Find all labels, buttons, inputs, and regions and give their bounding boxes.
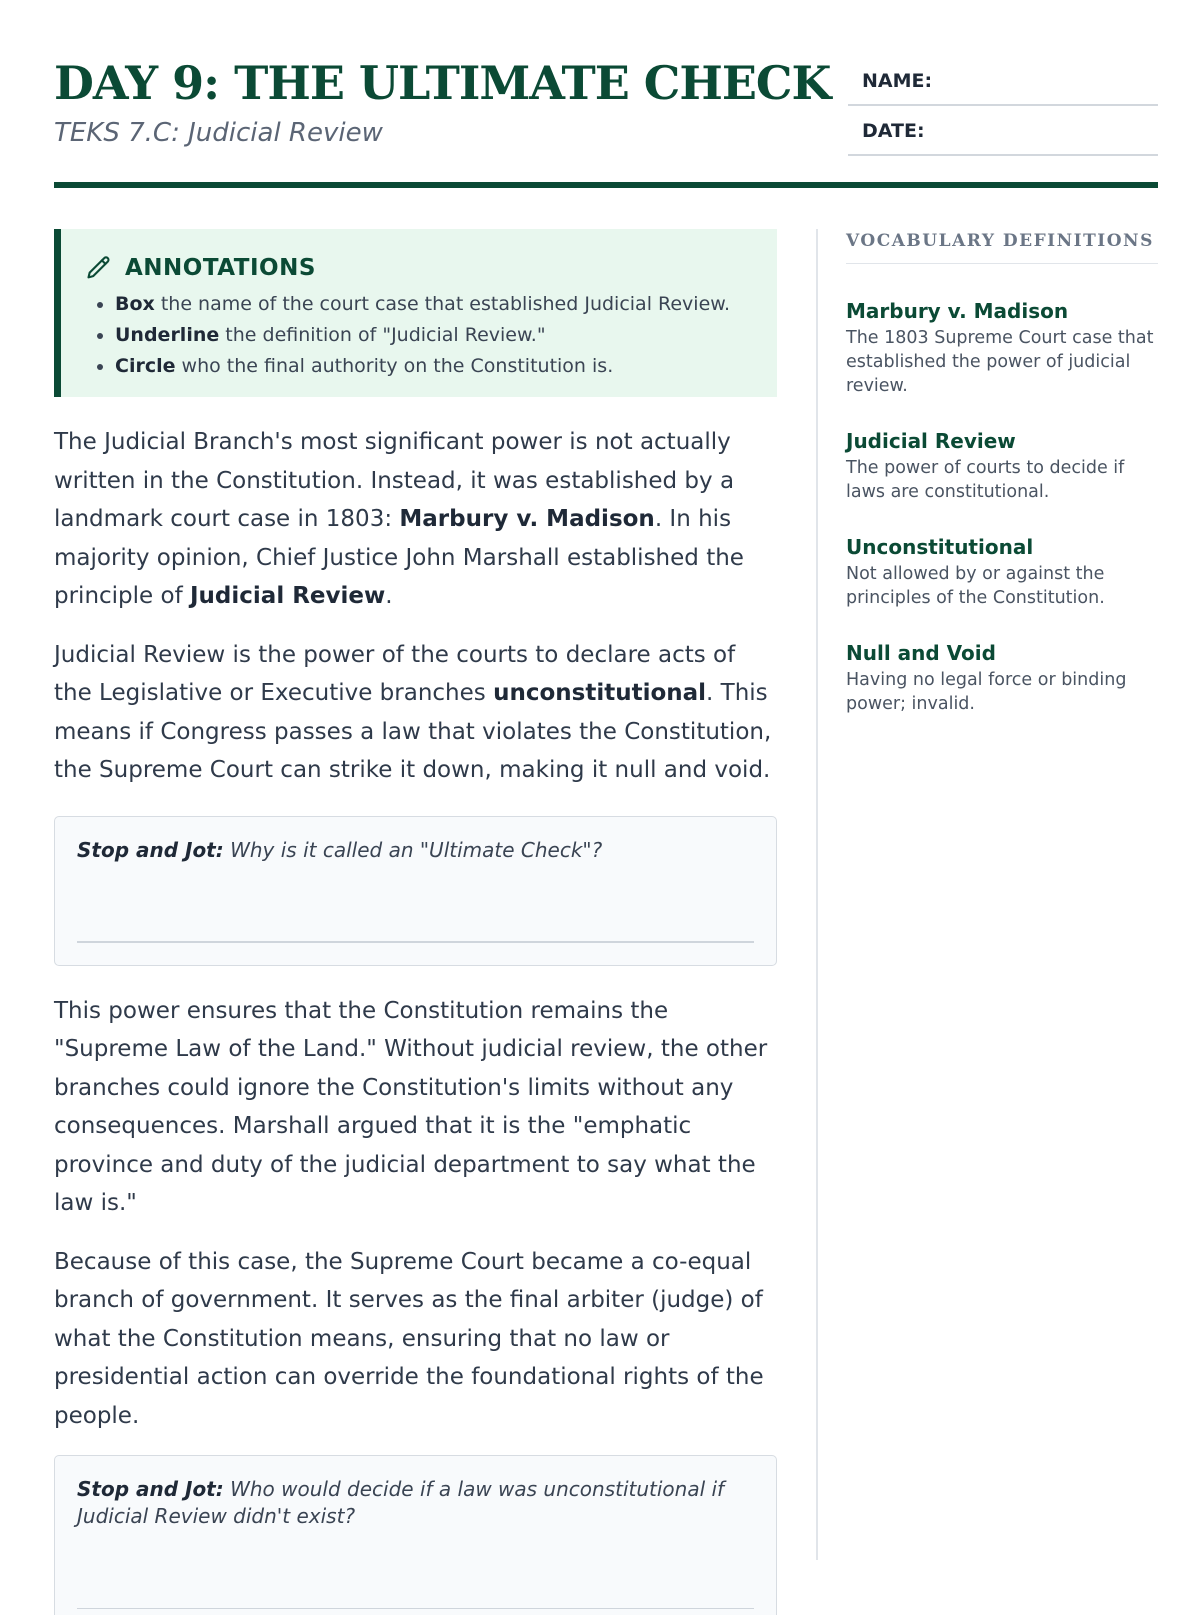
date-label: DATE: xyxy=(862,120,925,142)
vocab-entry xyxy=(846,534,1158,610)
reading-paragraph-1 xyxy=(54,423,777,616)
answer-line xyxy=(77,941,754,943)
annotations-title: ANNOTATIONS xyxy=(125,255,316,281)
vocab-entry xyxy=(846,640,1158,716)
vocab-definition: The 1803 Supreme Court case that established the power of judicial review. xyxy=(846,328,1154,396)
pencil-icon xyxy=(85,254,113,282)
jot-label: Stop and Jot: xyxy=(77,837,224,862)
jot-prompt xyxy=(77,1476,756,1530)
page-title: DAY 9: THE ULTIMATE CHECK xyxy=(54,56,831,110)
reading-paragraph-2 xyxy=(54,636,777,790)
annotation-text: the name of the court case that established Judicial Review. xyxy=(154,293,731,315)
vocabulary-title: VOCABULARY DEFINITIONS xyxy=(846,229,1158,264)
vocab-entry xyxy=(846,298,1158,398)
key-term: Judicial Review xyxy=(190,583,386,609)
annotation-keyword: Circle xyxy=(115,355,176,377)
vocabulary-sidebar xyxy=(846,229,1158,716)
case-name: Marbury v. Madison xyxy=(399,506,655,532)
stop-and-jot-box[interactable] xyxy=(54,1455,777,1615)
vocab-term: Marbury v. Madison xyxy=(846,299,1069,323)
stop-and-jot-box[interactable] xyxy=(54,816,777,966)
annotation-text: who the final authority on the Constitution is. xyxy=(175,355,614,377)
date-field[interactable] xyxy=(848,108,1158,156)
header-divider xyxy=(54,182,1158,188)
annotation-keyword: Underline xyxy=(115,324,220,346)
vocab-definition: Having no legal force or binding power; invalid. xyxy=(846,670,1127,714)
vocab-term: Judicial Review xyxy=(846,429,1016,453)
key-term: unconstitutional xyxy=(493,680,707,706)
vocab-entry xyxy=(846,428,1158,504)
page-subtitle: TEKS 7.C: Judicial Review xyxy=(54,118,383,148)
paragraph-text: Judicial Review is the power of the courts to declare acts of the Legislative or Executive branches xyxy=(54,641,736,706)
name-label: NAME: xyxy=(862,70,933,92)
column-divider xyxy=(816,229,818,1560)
annotations-list xyxy=(85,289,757,382)
list-item xyxy=(115,289,757,320)
annotation-text: the definition of "Judicial Review." xyxy=(219,324,546,346)
reading-column xyxy=(54,229,777,1615)
annotation-keyword: Box xyxy=(115,293,155,315)
reading-paragraph-3: This power ensures that the Constitution remains the "Supreme Law of the Land." Without judicial review, the other branches could ignore the Constitution's limits without any consequences. Marshall argued that it is the "emphatic province and duty of the judicial department to say what the law is." xyxy=(54,997,768,1216)
vocab-term: Unconstitutional xyxy=(846,535,1034,559)
paragraph-text: . xyxy=(385,583,393,609)
reading-paragraph-4: Because of this case, the Supreme Court became a co-equal branch of government. It serves as the final arbiter (judge) of what the Constitution means, ensuring that no law or presidential action can override the foundational rights of the people. xyxy=(54,1248,764,1429)
jot-question: Why is it called an "Ultimate Check"? xyxy=(223,837,603,862)
jot-question: Who would decide if a law was unconstitutional if Judicial Review didn't exist? xyxy=(77,1477,725,1528)
jot-label: Stop and Jot: xyxy=(77,1477,224,1501)
header xyxy=(54,56,1158,186)
paragraph-text: . This means if Congress passes a law that violates the Constitution, the Supreme Court can strike it down, making it null and void. xyxy=(54,680,772,783)
name-field[interactable] xyxy=(848,58,1158,106)
vocab-definition: The power of courts to decide if laws are constitutional. xyxy=(846,458,1125,502)
paragraph-text: The Judicial Branch's most significant power is not actually written in the Constitution. Instead, it was established by a landmark court case in 1803: xyxy=(54,429,735,532)
list-item xyxy=(115,320,757,351)
vocab-definition: Not allowed by or against the principles of the Constitution. xyxy=(846,564,1105,608)
paragraph-text: . In his majority opinion, Chief Justice John Marshall established the principle of xyxy=(54,506,744,609)
vocab-term: Null and Void xyxy=(846,641,996,665)
jot-prompt xyxy=(77,837,756,864)
answer-line xyxy=(77,1608,754,1610)
list-item xyxy=(115,351,757,382)
annotations-box xyxy=(54,229,777,397)
